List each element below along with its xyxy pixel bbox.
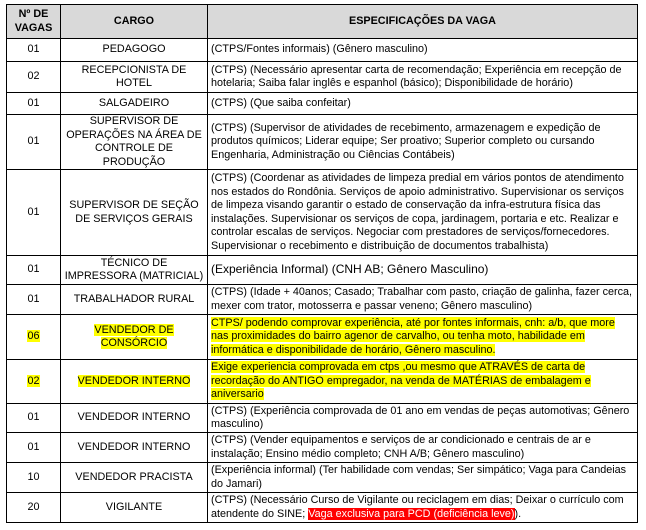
vacancy-count — [7, 315, 61, 360]
vacancy-count: 01 — [7, 433, 61, 463]
job-title-highlight: VENDEDOR DE CONSÓRCIO — [94, 323, 174, 349]
job-spec: (CTPS) (Necessário apresentar carta de recomendação; Experiência em recepção de hotelaria; Saiba falar inglês e espanhol (básico); Disponibilidade de horário) — [208, 62, 638, 93]
vacancy-count: 02 — [7, 62, 61, 93]
job-title: SALGADEIRO — [61, 93, 208, 115]
job-title: VENDEDOR PRACISTA — [61, 463, 208, 493]
vacancy-count-highlight: 02 — [27, 374, 40, 387]
job-title: SUPERVISOR DE OPERAÇÕES NA ÁREA DE CONTROLE DE PRODUÇÃO — [61, 115, 208, 170]
vacancy-count: 01 — [7, 115, 61, 170]
job-title: VIGILANTE — [61, 493, 208, 523]
table-row — [7, 493, 638, 523]
job-spec: (CTPS) (Coordenar as atividades de limpeza predial em vários pontos de atendimento nos estados do Rondônia. Serviços de apoio administrativo. Supervisionar os serviços de limpeza visando garantir o estado de conservação da infra-estrutura física das instalações. Supervisionar os serviços de copa, jardinagem, portaria e etc. Realizar e controlar escalas de serviços. Negociar com prestadores de serviços/fornecedores. Supervisionar o recebimento e distribuição de documentos trabalhista) — [208, 170, 638, 256]
job-spec: (CTPS) (Supervisor de atividades de recebimento, armazenagem e expedição de produtos químicos; Liderar equipe; Ser proativo; Superior completo ou cursando Engenharia, Administração ou Ciências Contábeis) — [208, 115, 638, 170]
table-row — [7, 433, 638, 463]
job-title — [61, 315, 208, 360]
table-row — [7, 404, 638, 433]
table-row — [7, 62, 638, 93]
job-title: TÉCNICO DE IMPRESSORA (MATRICIAL) — [61, 256, 208, 285]
table-row — [7, 93, 638, 115]
job-spec: (Experiência informal) (Ter habilidade com vendas; Ser simpático; Vaga para Candeias do Jamari) — [208, 463, 638, 493]
job-spec: (Experiência Informal) (CNH AB; Gênero Masculino) — [208, 256, 638, 285]
vacancy-count: 01 — [7, 404, 61, 433]
vacancy-count-highlight: 06 — [27, 330, 40, 343]
job-title: VENDEDOR INTERNO — [61, 433, 208, 463]
table-header-row — [7, 5, 638, 39]
table-row — [7, 115, 638, 170]
job-spec-highlight: CTPS/ podendo comprovar experiência, até por fontes informais, cnh: a/b, que more nas proximidades do bairro agenor de carvalho, ou tenha moto, habilidade em informática e disponibilidade de horário, Gênero masculino. — [211, 316, 615, 356]
table-row — [7, 170, 638, 256]
vacancy-count — [7, 360, 61, 404]
job-vacancies-table — [6, 4, 638, 523]
table-row — [7, 39, 638, 62]
table-row — [7, 360, 638, 404]
job-spec: (CTPS/Fontes informais) (Gênero masculino) — [208, 39, 638, 62]
job-spec — [208, 360, 638, 404]
job-title: VENDEDOR INTERNO — [61, 404, 208, 433]
job-title: RECEPCIONISTA DE HOTEL — [61, 62, 208, 93]
job-spec — [208, 493, 638, 523]
job-spec — [208, 315, 638, 360]
vacancy-count: 01 — [7, 285, 61, 315]
vacancy-count: 10 — [7, 463, 61, 493]
job-title: TRABALHADOR RURAL — [61, 285, 208, 315]
vacancy-count: 01 — [7, 93, 61, 115]
job-spec: (CTPS) (Idade + 40anos; Casado; Trabalhar com pasto, criação de galinha, fazer cerca, mexer com trator, motosserra e passar veneno; Gênero masculino) — [208, 285, 638, 315]
job-spec: (CTPS) (Que saiba confeitar) — [208, 93, 638, 115]
header-num: Nº DE VAGAS — [7, 5, 61, 39]
job-spec-highlight: Exige experiencia comprovada em ctps ,ou mesmo que ATRAVÉS de carta de recordação do ANTIGO empregador, na venda de MATÉRIAS de embalagem e aniversario — [211, 361, 591, 401]
vacancy-count: 01 — [7, 256, 61, 285]
table-row — [7, 463, 638, 493]
job-spec: (CTPS) (Experiência comprovada de 01 ano em vendas de peças automotivas; Gênero masculino) — [208, 404, 638, 433]
table-row — [7, 256, 638, 285]
job-title: SUPERVISOR DE SEÇÃO DE SERVIÇOS GERAIS — [61, 170, 208, 256]
vacancy-count: 01 — [7, 170, 61, 256]
header-cargo: CARGO — [61, 5, 208, 39]
job-title — [61, 360, 208, 404]
job-title-highlight: VENDEDOR INTERNO — [77, 374, 191, 387]
job-title: PEDAGOGO — [61, 39, 208, 62]
vacancy-count: 20 — [7, 493, 61, 523]
header-spec: ESPECIFICAÇÕES DA VAGA — [208, 5, 638, 39]
pcd-exclusive-notice: Vaga exclusiva para PCD (deficiência leve) — [308, 507, 515, 520]
table-row — [7, 285, 638, 315]
job-spec-end: ). — [514, 507, 522, 520]
vacancy-count: 01 — [7, 39, 61, 62]
table-row — [7, 315, 638, 360]
job-spec-text: (CTPS) (Necessário Curso de Vigilante ou reciclagem em dias; Deixar o currículo com atendente do SINE; — [211, 494, 624, 520]
job-spec: (CTPS) (Vender equipamentos e serviços de ar condicionado e centrais de ar e instalação; Ensino médio completo; CNH A/B; Gênero masculino) — [208, 433, 638, 463]
